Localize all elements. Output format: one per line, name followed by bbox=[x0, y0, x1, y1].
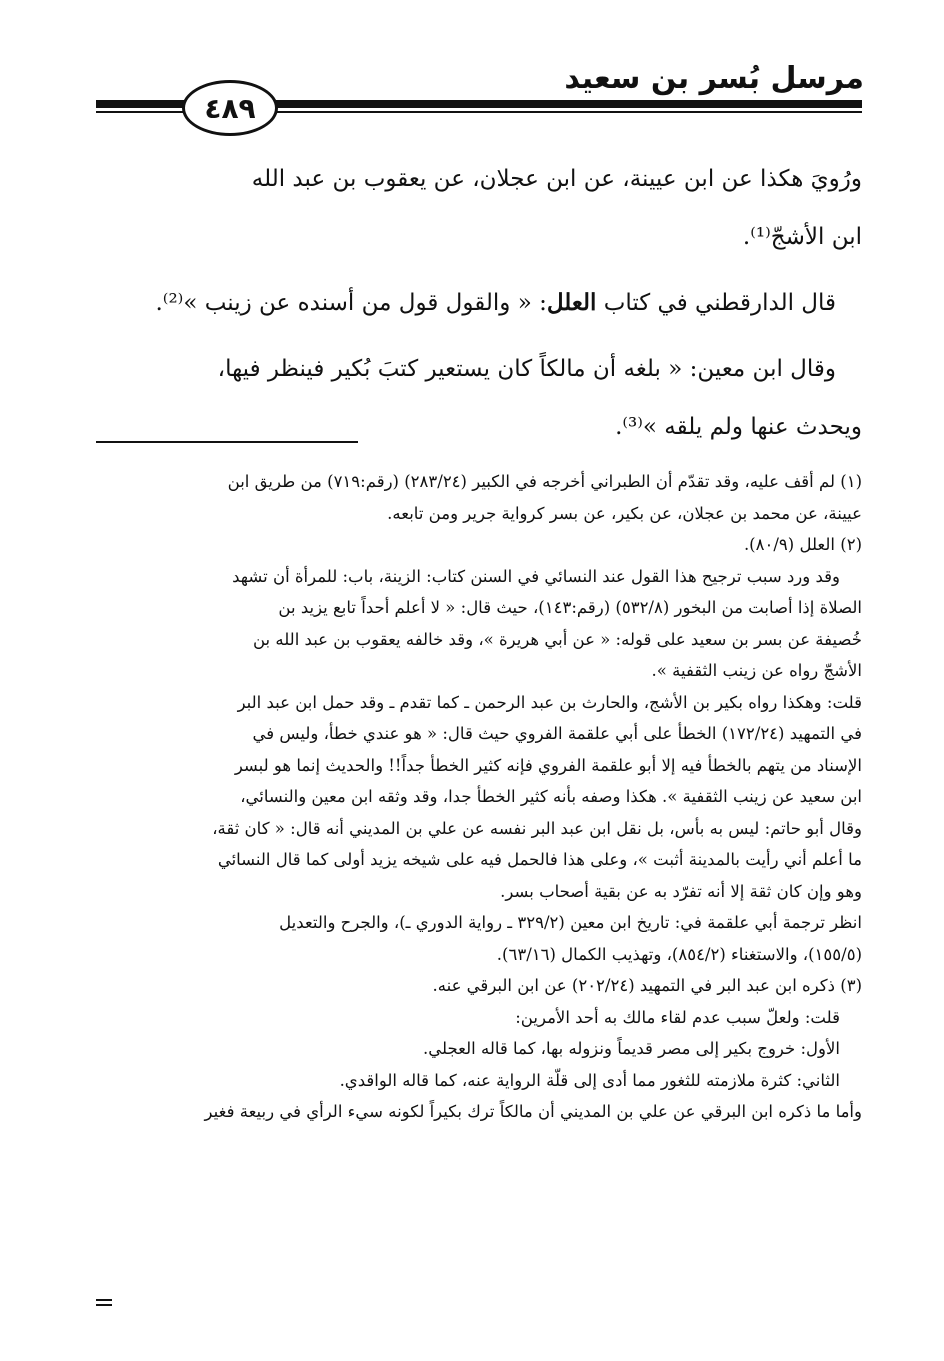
paragraph-2 bbox=[96, 274, 862, 332]
footnote-line: (١٥٥/٥)، والاستغناء (٨٥٤/٢)، وتهذيب الكمال (٦٣/١٦). bbox=[496, 944, 862, 964]
footnote-line: قلت: ولعلّ سبب عدم لقاء مالك به أحد الأمرين: bbox=[515, 1007, 840, 1027]
book-title-bold: العلل bbox=[546, 289, 597, 316]
text-line: وقال ابن معين: « بلغه أن مالكاً كان يستعير كتبَ بُكير فينظر فيها، bbox=[217, 356, 836, 382]
footnote-line: (٣) ذكره ابن عبد البر في التمهيد (٢٠٢/٢٤) عن ابن البرقي عنه. bbox=[432, 976, 862, 995]
text-line: ورُويَ هكذا عن ابن عيينة، عن ابن عجلان، عن يعقوب بن عبد الله bbox=[251, 166, 862, 192]
footnote-line: عيينة، عن محمد بن عجلان، عن بكير، عن بسر كرواية جرير ومن تابعه. bbox=[387, 503, 862, 523]
text-line: ويحدث عنها ولم يلقه »⁽³⁾. bbox=[615, 414, 862, 440]
footnote-line: الإسناد من يتهم بالخطأ فيه إلا أبو علقمة الفروي فإنه كثير الخطأ جداً!! والحديث إنما هو لبسر bbox=[234, 755, 862, 775]
main-text bbox=[96, 150, 862, 464]
footnote-line: وقال أبو حاتم: ليس به بأس، بل نقل ابن عبد البر نفسه عن علي بن المديني أنه قال: « كان ثقة، bbox=[212, 818, 862, 838]
footnote-line: في التمهيد (١٧٢/٢٤) الخطأ على أبي علقمة الفروي حيث قال: « هو عندي خطأ، وليس في bbox=[252, 724, 862, 743]
footnote-line: الأول: خروج بكير إلى مصر قديماً ونزوله بها، كما قاله العجلي. bbox=[423, 1039, 840, 1058]
footnote-line: (٢) العلل (٨٠/٩). bbox=[743, 535, 862, 554]
footnote-separator bbox=[96, 441, 358, 443]
footnote-line: خُصيفة عن بسر بن سعيد على قوله: « عن أبي هريرة »، وقد خالفه يعقوب بن عبد الله بن bbox=[252, 629, 862, 649]
text-segment: : « والقول قول من أسنده عن زينب »⁽²⁾. bbox=[155, 290, 547, 316]
paragraph-3 bbox=[96, 340, 862, 456]
paragraph-1 bbox=[96, 150, 862, 266]
footnote-line: الصلاة إذا أصابت من البخور (٥٣٢/٨) (رقم:١٤٣)، حيث قال: « لا أعلم أحداً تابع يزيد بن bbox=[278, 598, 862, 617]
continuation-mark bbox=[96, 1299, 112, 1309]
footnote-line: وأما ما ذكره ابن البرقي عن علي بن المديني أن مالكاً ترك بكيراً لكونه سيء الرأي في ربيعة فغير bbox=[204, 1102, 862, 1121]
footnote-line: وهو وإن كان ثقة إلا أنه تفرّد به عن بقية أصحاب بسر. bbox=[500, 881, 862, 901]
footnote-line: انظر ترجمة أبي علقمة في: تاريخ ابن معين (٣٢٩/٢ ـ رواية الدوري ـ)، والجرح والتعديل bbox=[279, 913, 862, 932]
text-line bbox=[96, 274, 862, 332]
footnote-line: ابن سعيد عن زينب الثقفية ». هكذا وصفه بأنه كثير الخطأ جدا، وقد وثقه ابن معين والنسائي، bbox=[240, 787, 862, 806]
footnote-line: الأشجّ رواه عن زينب الثقفية ». bbox=[651, 661, 862, 680]
text-segment: قال الدارقطني في كتاب bbox=[603, 290, 836, 316]
footnote-line: الثاني: كثرة ملازمته للثغور مما أدى إلى قلّة الرواية عنه، كما قاله الواقدي. bbox=[339, 1070, 840, 1090]
running-title: مرسل بُسر بن سعيد bbox=[564, 61, 864, 96]
footnote-line: ما أعلم أني رأيت بالمدينة أثبت »، وعلى هذا فالحمل فيه على شيخه يزيد أولى كما قال النسائي bbox=[217, 850, 862, 869]
footnote-line: قلت: وهكذا رواه بكير بن الأشج، والحارث بن عبد الرحمن ـ كما تقدم ـ وقد حمل ابن عبد البر bbox=[237, 692, 862, 712]
footnote-line: (١) لم أقف عليه، وقد تقدّم أن الطبراني أخرجه في الكبير (٢٨٣/٢٤) (رقم:٧١٩) من طريق ابن bbox=[227, 472, 862, 491]
page-number: ٤٨٩ bbox=[182, 80, 278, 136]
footnote-line: وقد ورد سبب ترجيح هذا القول عند النسائي في السنن كتاب: الزينة، باب: للمرأة أن تشهد bbox=[232, 566, 840, 586]
text-line: ابن الأشجّ⁽¹⁾. bbox=[742, 224, 862, 250]
footnotes bbox=[96, 466, 862, 1128]
